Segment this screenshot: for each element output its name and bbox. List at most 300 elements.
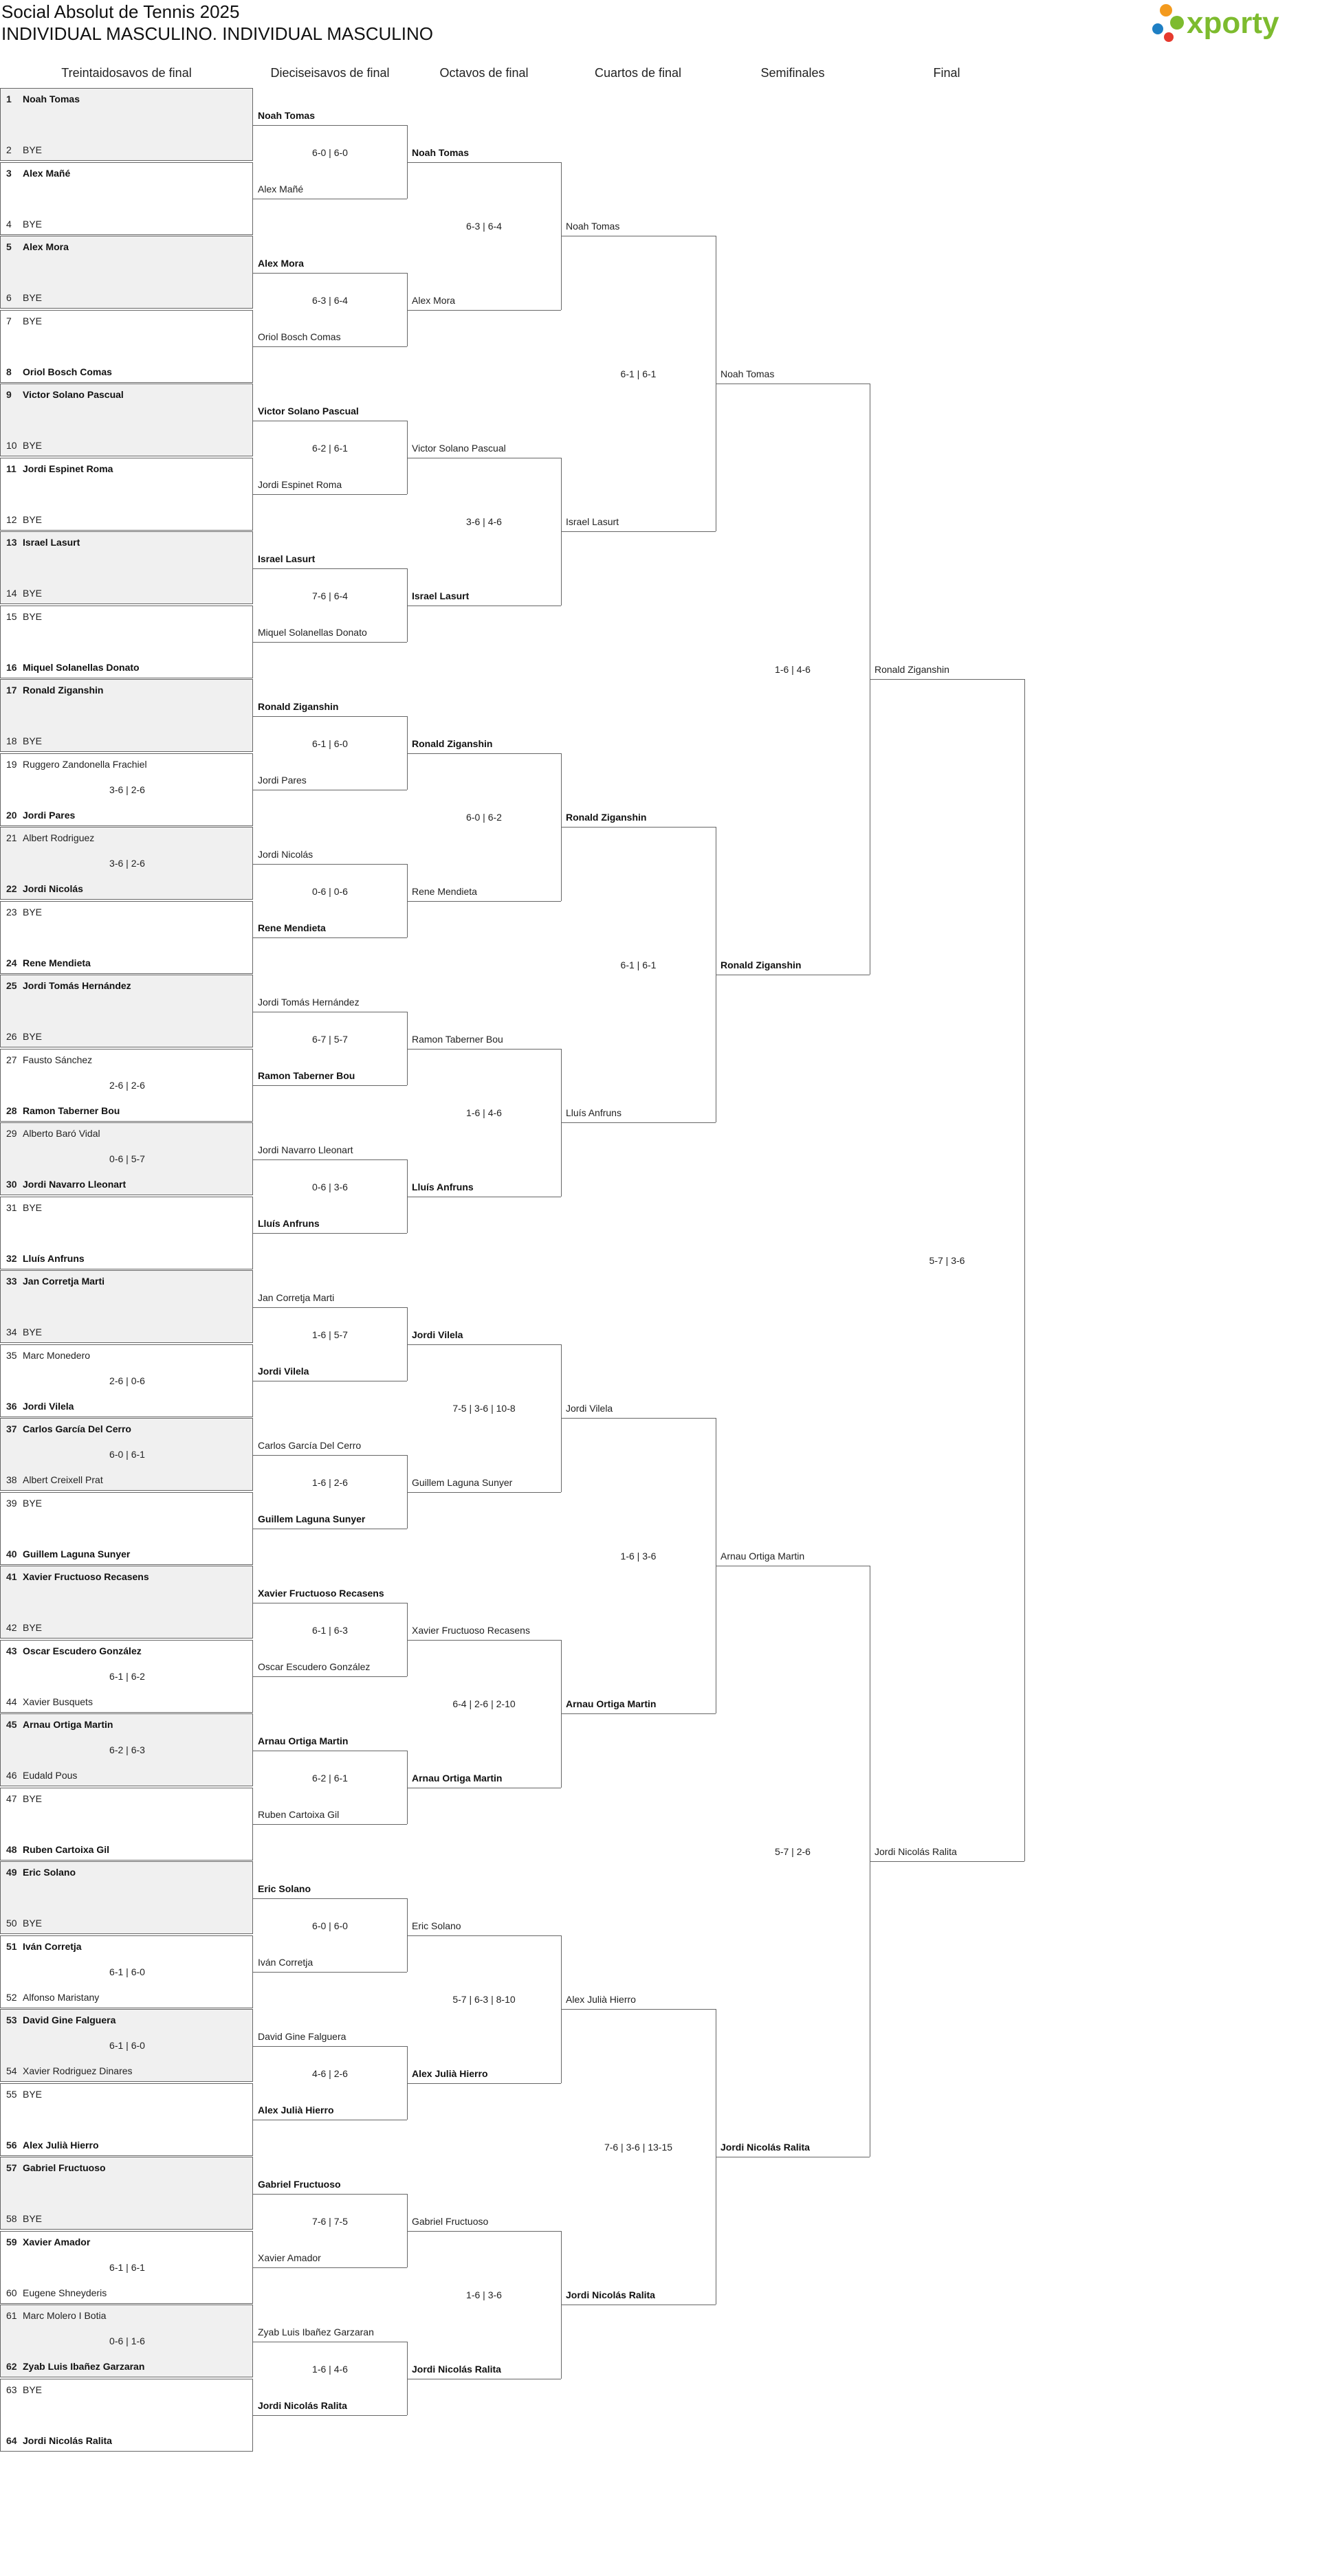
player-name: Guillem Laguna Sunyer — [23, 1548, 131, 1559]
r32-match — [0, 1197, 253, 1269]
r32-match — [0, 753, 253, 826]
player-name: Alfonso Maristany — [23, 1991, 100, 2003]
seed-number: 55 — [6, 2088, 17, 2100]
bracket-line — [561, 531, 716, 532]
bracket-line — [1024, 679, 1025, 1861]
player-slot — [6, 1423, 131, 1434]
r32-match — [0, 1344, 253, 1417]
player-name: Victor Solano Pascual — [23, 389, 124, 400]
match-score: 6-4 | 2-6 | 2-10 — [452, 1698, 516, 1709]
player-name: Alex Julià Hierro — [566, 1994, 636, 2005]
match-score: 1-6 | 4-6 — [775, 664, 811, 675]
match-score: 5-7 | 3-6 — [929, 1255, 965, 1266]
match-score: 6-2 | 6-3 — [109, 1744, 145, 1755]
player-name: Israel Lasurt — [566, 516, 619, 527]
seed-number: 30 — [6, 1179, 17, 1190]
player-name: BYE — [23, 610, 43, 622]
player-name: Gabriel Fructuoso — [23, 2162, 106, 2173]
player-name: Ronald Ziganshin — [258, 700, 339, 712]
player-slot — [6, 1498, 42, 1509]
player-name: Eudald Pous — [23, 1770, 78, 1781]
player-name: Jordi Vilela — [23, 1400, 74, 1412]
bracket-line — [407, 2231, 561, 2232]
match-score: 3-6 | 2-6 — [109, 858, 145, 869]
seed-number: 64 — [6, 2434, 17, 2446]
r32-match — [0, 1788, 253, 1861]
seed-number: 25 — [6, 980, 17, 991]
player-name: Ronald Ziganshin — [874, 664, 949, 675]
seed-number: 1 — [6, 93, 12, 104]
seed-number: 8 — [6, 366, 12, 377]
seed-number: 22 — [6, 883, 17, 894]
player-name: Miquel Solanellas Donato — [23, 661, 140, 673]
r32-match — [0, 2157, 253, 2230]
player-name: Oscar Escudero González — [258, 1661, 371, 1673]
player-name: Ronald Ziganshin — [566, 812, 647, 823]
player-name: Iván Corretja — [23, 1940, 82, 1952]
player-name: David Gine Falguera — [258, 2030, 346, 2042]
r32-match — [0, 1492, 253, 1565]
bracket-line — [407, 310, 561, 311]
player-name: Lluís Anfruns — [258, 1218, 320, 1230]
player-name: Rene Mendieta — [23, 957, 91, 968]
player-slot — [6, 463, 113, 474]
player-name: Alex Julià Hierro — [258, 2105, 334, 2116]
seed-number: 56 — [6, 2139, 17, 2151]
seed-number: 18 — [6, 735, 17, 746]
player-name: Carlos García Del Cerro — [23, 1423, 131, 1434]
match-score: 6-1 | 6-1 — [620, 368, 657, 379]
player-name: BYE — [23, 2213, 43, 2224]
seed-number: 37 — [6, 1423, 17, 1434]
player-name: Noah Tomas — [23, 93, 80, 104]
r32-match — [0, 1270, 253, 1343]
player-slot — [6, 389, 124, 400]
bracket-line — [253, 2415, 407, 2416]
bracket-line — [407, 1640, 561, 1641]
r32-match — [0, 1713, 253, 1786]
player-slot — [6, 662, 140, 673]
player-name: Lluís Anfruns — [23, 1252, 85, 1264]
player-name: BYE — [23, 144, 43, 155]
match-score: 6-1 | 6-1 — [109, 2261, 145, 2273]
seed-number: 43 — [6, 1645, 17, 1656]
player-name: Arnau Ortiga Martin — [258, 1735, 349, 1746]
match-score: 5-7 | 6-3 | 8-10 — [452, 1994, 516, 2005]
player-name: Guillem Laguna Sunyer — [258, 1513, 366, 1525]
player-name: Alex Mora — [258, 257, 304, 269]
round-header: Final — [933, 66, 960, 80]
player-name: Jordi Nicolás Ralita — [412, 2363, 501, 2375]
player-slot — [6, 1179, 126, 1190]
r32-match — [0, 1418, 253, 1491]
match-score: 6-2 | 6-1 — [312, 1772, 348, 1784]
player-name: Carlos García Del Cerro — [258, 1439, 362, 1451]
player-name: BYE — [23, 906, 43, 918]
player-name: Jordi Nicolás — [258, 848, 314, 860]
r32-match — [0, 384, 253, 456]
r32-match — [0, 2305, 253, 2377]
player-name: Victor Solano Pascual — [258, 405, 359, 417]
bracket-line — [253, 1824, 407, 1825]
player-name: Albert Rodriguez — [23, 832, 95, 843]
bracket-line — [253, 716, 407, 717]
seed-number: 48 — [6, 1843, 17, 1855]
player-slot — [6, 1793, 42, 1804]
player-name: Jordi Nicolás — [23, 883, 83, 894]
bracket-line — [253, 1676, 407, 1677]
r32-match — [0, 679, 253, 752]
player-name: Xavier Amador — [258, 2252, 321, 2264]
player-name: Ramon Taberner Bou — [258, 1070, 355, 1082]
player-name: Ramon Taberner Bou — [412, 1033, 503, 1045]
round-header: Cuartos de final — [594, 66, 682, 80]
player-slot — [6, 1844, 109, 1855]
r32-match — [0, 88, 253, 161]
seed-number: 63 — [6, 2384, 17, 2395]
player-slot — [6, 1054, 92, 1065]
seed-number: 51 — [6, 1940, 17, 1952]
r32-match — [0, 162, 253, 235]
seed-number: 50 — [6, 1918, 17, 1929]
player-slot — [6, 759, 147, 770]
player-name: Jordi Nicolás Ralita — [258, 2400, 347, 2412]
match-score: 5-7 | 2-6 — [775, 1846, 811, 1857]
r32-match — [0, 2231, 253, 2304]
player-name: BYE — [23, 315, 43, 326]
bracket-line — [253, 1233, 407, 1234]
match-score: 6-0 | 6-0 — [312, 146, 348, 158]
bracket-line — [870, 1861, 1024, 1862]
bracket-line — [253, 1455, 407, 1456]
player-name: Jordi Tomás Hernández — [23, 980, 131, 991]
player-name: Eric Solano — [412, 1920, 461, 1931]
seed-number: 40 — [6, 1548, 17, 1559]
match-score: 6-0 | 6-0 — [312, 1920, 348, 1931]
seed-number: 58 — [6, 2213, 17, 2224]
player-slot — [6, 1276, 104, 1287]
player-name: Jordi Espinet Roma — [23, 463, 113, 474]
r32-match — [0, 1049, 253, 1122]
bracket-line — [407, 162, 561, 163]
seed-number: 42 — [6, 1622, 17, 1633]
round-header: Semifinales — [760, 66, 825, 80]
r32-match — [0, 1861, 253, 1934]
player-name: Alex Mañé — [258, 184, 304, 195]
player-slot — [6, 2162, 106, 2173]
player-name: Fausto Sánchez — [23, 1054, 93, 1065]
player-name: Eugene Shneyderis — [23, 2287, 107, 2298]
player-name: Jordi Nicolás Ralita — [23, 2434, 112, 2446]
seed-number: 20 — [6, 809, 17, 821]
logo-text: xporty — [1187, 6, 1279, 40]
match-score: 7-5 | 3-6 | 10-8 — [452, 1403, 516, 1414]
match-score: 2-6 | 2-6 — [109, 1079, 145, 1091]
player-name: Noah Tomas — [258, 109, 315, 121]
seed-number: 33 — [6, 1276, 17, 1287]
player-slot — [6, 241, 69, 252]
seed-number: 3 — [6, 167, 12, 179]
match-score: 6-1 | 6-0 — [312, 737, 348, 749]
player-name: Xavier Amador — [23, 2236, 91, 2247]
bracket-line — [253, 1085, 407, 1086]
player-slot — [6, 1105, 120, 1116]
match-score: 0-6 | 0-6 — [312, 885, 348, 897]
player-name: Jan Corretja Marti — [23, 1276, 105, 1287]
bracket-line — [253, 125, 407, 126]
player-slot — [6, 1696, 93, 1707]
seed-number: 53 — [6, 2014, 17, 2025]
seed-number: 11 — [6, 463, 16, 474]
player-name: BYE — [23, 1031, 43, 1042]
player-slot — [6, 366, 112, 377]
player-name: Jordi Nicolás Ralita — [720, 2142, 810, 2153]
player-slot — [6, 1941, 82, 1952]
r32-match — [0, 901, 253, 974]
seed-number: 17 — [6, 685, 17, 696]
match-score: 1-6 | 3-6 — [466, 2289, 502, 2300]
seed-number: 62 — [6, 2361, 17, 2372]
player-name: Eric Solano — [258, 1883, 311, 1894]
r32-match — [0, 1640, 253, 1713]
bracket-line — [253, 2267, 407, 2268]
player-slot — [6, 2236, 90, 2247]
player-name: Jordi Nicolás Ralita — [874, 1846, 957, 1857]
round-header: Dieciseisavos de final — [270, 66, 390, 80]
player-slot — [6, 588, 42, 599]
r32-match — [0, 1122, 253, 1195]
r32-match — [0, 310, 253, 383]
xporty-logo — [1150, 1, 1304, 44]
player-slot — [6, 1918, 42, 1929]
player-slot — [6, 1253, 85, 1264]
player-slot — [6, 2014, 116, 2025]
player-name: Israel Lasurt — [258, 553, 316, 564]
player-name: David Gine Falguera — [23, 2014, 116, 2025]
bracket-line — [253, 642, 407, 643]
player-slot — [6, 735, 42, 746]
seed-number: 39 — [6, 1497, 17, 1509]
seed-number: 21 — [6, 832, 17, 843]
player-name: Jordi Vilela — [566, 1403, 613, 1414]
seed-number: 59 — [6, 2236, 17, 2247]
r32-match — [0, 2379, 253, 2452]
player-name: Jordi Tomás Hernández — [258, 996, 360, 1008]
player-name: Guillem Laguna Sunyer — [412, 1476, 513, 1488]
bracket-line — [253, 1972, 407, 1973]
player-name: Jordi Nicolás Ralita — [566, 2289, 655, 2300]
player-slot — [6, 611, 42, 622]
bracket-line — [253, 2046, 407, 2047]
player-slot — [6, 144, 42, 155]
player-name: Arnau Ortiga Martin — [566, 1698, 657, 1709]
player-name: Ronald Ziganshin — [720, 959, 802, 970]
player-slot — [6, 1645, 142, 1656]
match-score: 6-7 | 5-7 — [312, 1033, 348, 1045]
player-name: Noah Tomas — [412, 146, 469, 158]
player-name: Iván Corretja — [258, 1957, 314, 1968]
bracket-line — [253, 568, 407, 569]
seed-number: 38 — [6, 1474, 17, 1485]
seed-number: 15 — [6, 610, 17, 622]
seed-number: 24 — [6, 957, 17, 968]
player-name: Alex Julià Hierro — [23, 2139, 99, 2151]
match-score: 6-0 | 6-2 — [466, 812, 502, 823]
seed-number: 46 — [6, 1770, 17, 1781]
match-score: 6-1 | 6-0 — [109, 2040, 145, 2051]
player-name: Zyab Luis Ibañez Garzaran — [23, 2361, 145, 2372]
player-name: Ramon Taberner Bou — [23, 1104, 120, 1116]
player-slot — [6, 514, 42, 525]
match-score: 6-0 | 6-1 — [109, 1449, 145, 1460]
player-name: Jordi Pares — [23, 809, 76, 821]
seed-number: 10 — [6, 440, 17, 451]
bracket-line — [561, 827, 716, 828]
seed-number: 44 — [6, 1696, 17, 1707]
seed-number: 54 — [6, 2065, 17, 2076]
player-slot — [6, 2089, 42, 2100]
match-score: 1-6 | 2-6 — [312, 1476, 348, 1488]
seed-number: 2 — [6, 144, 12, 155]
player-slot — [6, 2310, 106, 2321]
player-slot — [6, 315, 42, 326]
bracket-line — [253, 1307, 407, 1308]
match-score: 6-1 | 6-3 — [312, 1624, 348, 1636]
player-slot — [6, 1401, 74, 1412]
seed-number: 7 — [6, 315, 12, 326]
player-slot — [6, 1128, 100, 1139]
logo-dot-orange — [1160, 4, 1172, 16]
player-slot — [6, 440, 42, 451]
player-slot — [6, 2065, 133, 2076]
player-name: Oriol Bosch Comas — [258, 331, 341, 343]
match-score: 6-1 | 6-1 — [620, 959, 657, 970]
r32-match — [0, 606, 253, 678]
player-slot — [6, 2140, 99, 2151]
player-slot — [6, 1770, 77, 1781]
match-score: 6-2 | 6-1 — [312, 442, 348, 454]
match-score: 1-6 | 4-6 — [312, 2363, 348, 2375]
logo-dot-red — [1164, 32, 1174, 42]
seed-number: 29 — [6, 1128, 17, 1139]
r32-match — [0, 2009, 253, 2082]
match-score: 0-6 | 3-6 — [312, 1181, 348, 1192]
bracket-line — [407, 1935, 561, 1936]
match-score: 1-6 | 4-6 — [466, 1107, 502, 1118]
logo-dot-green — [1170, 16, 1184, 30]
player-name: Jordi Vilela — [258, 1366, 309, 1377]
match-score: 6-3 | 6-4 — [312, 294, 348, 306]
seed-number: 5 — [6, 241, 12, 252]
player-name: Xavier Fructuoso Recasens — [258, 1587, 384, 1599]
match-score: 0-6 | 5-7 — [109, 1153, 145, 1164]
player-slot — [6, 1326, 42, 1337]
player-name: Miquel Solanellas Donato — [258, 627, 367, 639]
bracket-line — [561, 1713, 716, 1714]
match-score: 7-6 | 6-4 — [312, 590, 348, 601]
player-name: Jordi Pares — [258, 775, 307, 786]
player-slot — [6, 2435, 112, 2446]
player-name: Gabriel Fructuoso — [412, 2215, 489, 2227]
player-slot — [6, 2361, 144, 2372]
player-name: Xavier Busquets — [23, 1696, 93, 1707]
r32-match — [0, 236, 253, 309]
bracket-line — [253, 937, 407, 938]
bracket-line — [253, 494, 407, 495]
match-score: 1-6 | 5-7 — [312, 1329, 348, 1340]
r32-match — [0, 458, 253, 531]
player-name: Alex Mora — [23, 241, 69, 252]
bracket-line — [253, 346, 407, 347]
seed-number: 32 — [6, 1252, 17, 1264]
player-slot — [6, 980, 131, 991]
player-name: Arnau Ortiga Martin — [412, 1772, 503, 1784]
player-slot — [6, 1571, 149, 1582]
player-name: Eric Solano — [23, 1867, 76, 1878]
seed-number: 28 — [6, 1104, 17, 1116]
seed-number: 31 — [6, 1201, 17, 1213]
match-score: 7-6 | 7-5 — [312, 2215, 348, 2227]
bracket-line — [253, 1159, 407, 1160]
r32-match — [0, 1566, 253, 1639]
seed-number: 13 — [6, 537, 17, 548]
r32-match — [0, 2083, 253, 2156]
player-name: BYE — [23, 735, 43, 746]
player-name: BYE — [23, 588, 43, 599]
seed-number: 6 — [6, 292, 12, 303]
player-slot — [6, 1202, 42, 1213]
player-name: Jordi Vilela — [412, 1329, 463, 1340]
player-name: Marc Molero I Botia — [23, 2310, 107, 2321]
player-name: BYE — [23, 1918, 43, 1929]
player-slot — [6, 1992, 99, 2003]
r32-match — [0, 1935, 253, 2008]
bracket-line — [253, 273, 407, 274]
player-name: Oriol Bosch Comas — [23, 366, 112, 377]
player-name: Xavier Fructuoso Recasens — [23, 1571, 149, 1582]
r32-match — [0, 827, 253, 900]
player-name: Israel Lasurt — [23, 537, 80, 548]
player-name: Ronald Ziganshin — [23, 685, 104, 696]
player-slot — [6, 168, 70, 179]
match-score: 7-6 | 3-6 | 13-15 — [604, 2142, 673, 2153]
player-slot — [6, 93, 80, 104]
match-score: 6-1 | 6-0 — [109, 1966, 145, 1977]
match-score: 1-6 | 3-6 — [620, 1551, 657, 1562]
seed-number: 61 — [6, 2310, 17, 2321]
bracket-line — [407, 901, 561, 902]
bracket-line — [407, 1492, 561, 1493]
player-slot — [6, 1719, 113, 1730]
player-name: Gabriel Fructuoso — [258, 2178, 341, 2190]
seed-number: 14 — [6, 588, 17, 599]
player-slot — [6, 883, 83, 894]
seed-number: 35 — [6, 1349, 17, 1361]
player-slot — [6, 1622, 42, 1633]
player-slot — [6, 1031, 42, 1042]
r32-match — [0, 531, 253, 604]
player-name: Jordi Espinet Roma — [258, 479, 342, 491]
player-name: BYE — [23, 1201, 43, 1213]
player-name: Noah Tomas — [566, 221, 620, 232]
player-name: Ruben Cartoixa Gil — [23, 1843, 110, 1855]
seed-number: 23 — [6, 906, 17, 918]
player-name: BYE — [23, 1326, 43, 1337]
player-name: BYE — [23, 1497, 43, 1509]
player-slot — [6, 907, 42, 918]
player-name: BYE — [23, 2088, 43, 2100]
match-score: 2-6 | 0-6 — [109, 1375, 145, 1386]
